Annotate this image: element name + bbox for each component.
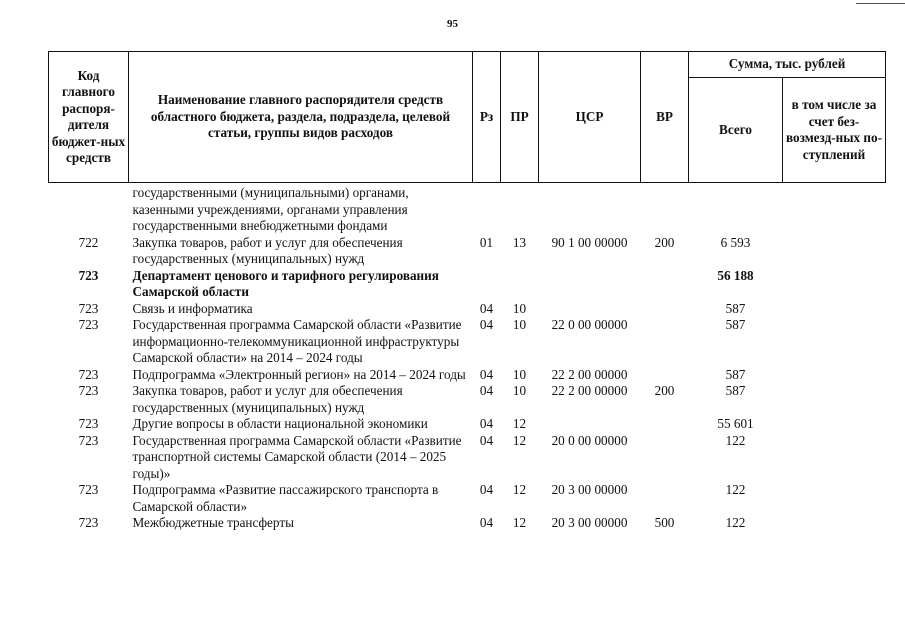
col-header-vr: ВР: [641, 52, 689, 183]
table-row: [49, 268, 886, 301]
row-csr: 22 0 00 00000: [551, 317, 628, 332]
row-name: Закупка товаров, работ и услуг для обеспечения государственных (муниципальных) нужд: [132, 383, 403, 415]
row-total: 587: [725, 383, 746, 398]
row-total: 587: [725, 366, 746, 382]
row-rz: 04: [479, 366, 494, 382]
col-header-name: Наименование главного распорядителя средств областного бюджета, раздела, подраздела, целевой статьи, группы видов расходов: [129, 52, 473, 183]
row-vr: [641, 367, 689, 384]
row-code: 723: [78, 383, 99, 398]
row-pr: [501, 268, 539, 301]
row-code: [49, 183, 129, 235]
row-name: Связь и информатика: [132, 300, 253, 316]
row-incl: [783, 383, 886, 416]
row-total: 56 188: [717, 267, 754, 283]
table-row: [49, 482, 886, 515]
row-name: Закупка товаров, работ и услуг для обеспечения государственных (муниципальных) нужд: [132, 234, 403, 266]
row-rz: 01: [479, 234, 494, 250]
row-vr: [641, 433, 689, 483]
row-csr: 22 2 00 00000: [551, 383, 628, 398]
row-code: 723: [78, 366, 99, 382]
row-pr: 12: [512, 416, 527, 431]
row-code: 723: [78, 317, 99, 332]
table-body: [49, 183, 886, 532]
row-name: Подпрограмма «Электронный регион» на 2014 – 2024 годы: [132, 366, 466, 382]
col-header-code: Код главного распоря-дителя бюджет-ных средств: [49, 52, 129, 183]
table-row: [49, 235, 886, 268]
row-pr: [501, 183, 539, 235]
row-csr: [539, 301, 641, 318]
row-csr: 20 0 00 00000: [551, 432, 628, 448]
col-header-csr: ЦСР: [539, 52, 641, 183]
row-vr: 200: [654, 383, 675, 398]
row-incl: [783, 367, 886, 384]
row-code: 722: [78, 234, 99, 250]
row-vr: 500: [654, 515, 675, 530]
row-total: 6 593: [720, 234, 751, 250]
row-vr: [641, 301, 689, 318]
row-rz: [473, 268, 501, 301]
row-vr: [641, 183, 689, 235]
row-code: 723: [78, 267, 99, 283]
row-vr: [641, 482, 689, 515]
row-name: Государственная программа Самарской области «Развитие транспортной системы Самарской области (2014 – 2025 годы)»: [132, 432, 462, 481]
table-header: [49, 52, 886, 183]
col-header-rz: Рз: [473, 52, 501, 183]
table-row: [49, 383, 886, 416]
row-total: 122: [725, 482, 746, 497]
row-incl: [783, 515, 886, 532]
row-name: Другие вопросы в области национальной экономики: [132, 416, 428, 431]
row-rz: 04: [479, 416, 494, 431]
row-incl: [783, 268, 886, 301]
row-code: 723: [78, 432, 99, 448]
row-total: 55 601: [717, 416, 754, 431]
col-header-sum: Сумма, тыс. рублей: [689, 52, 886, 78]
row-pr: 12: [512, 515, 527, 530]
row-incl: [783, 482, 886, 515]
row-pr: 13: [512, 234, 527, 250]
row-csr: 90 1 00 00000: [551, 234, 628, 250]
row-total: 587: [725, 300, 746, 316]
row-name: Подпрограмма «Развитие пассажирского транспорта в Самарской области»: [132, 482, 439, 514]
table-row: [49, 301, 886, 318]
row-pr: 10: [512, 383, 527, 398]
row-rz: 04: [479, 482, 494, 497]
row-rz: [473, 183, 501, 235]
row-name: Государственная программа Самарской области «Развитие информационно-телекоммуникационной инфраструктуры Самарской области» на 2014 – 2024 годы: [132, 317, 462, 365]
row-pr: 10: [512, 300, 527, 316]
row-name: Межбюджетные трансферты: [132, 515, 294, 530]
row-pr: 10: [512, 366, 527, 382]
row-pr: 12: [512, 482, 527, 497]
row-csr: [539, 416, 641, 433]
table-row: [49, 433, 886, 483]
row-vr: [641, 317, 689, 367]
corner-rule: [856, 3, 905, 4]
col-header-total: Всего: [689, 78, 783, 183]
row-total: 587: [725, 317, 746, 332]
row-csr: 20 3 00 00000: [551, 482, 628, 497]
row-name: государственными (муниципальными) органами, казенными учреждениями, органами управления государственными внебюджетными фондами: [132, 185, 409, 233]
row-rz: 04: [479, 317, 494, 332]
table-row: [49, 183, 886, 235]
row-incl: [783, 317, 886, 367]
row-code: 723: [78, 416, 99, 431]
row-csr: [539, 268, 641, 301]
table-row: [49, 317, 886, 367]
row-incl: [783, 235, 886, 268]
col-header-pr: ПР: [501, 52, 539, 183]
row-code: 723: [78, 300, 99, 316]
row-rz: 04: [479, 383, 494, 398]
table-row: [49, 515, 886, 532]
row-rz: 04: [479, 432, 494, 448]
row-csr: 22 2 00 00000: [551, 366, 628, 382]
row-vr: [641, 416, 689, 433]
table-row: [49, 416, 886, 433]
row-csr: [539, 183, 641, 235]
col-header-incl: в том числе за счет без-возмезд-ных по-ступлений: [783, 78, 886, 183]
row-incl: [783, 433, 886, 483]
row-pr: 12: [512, 432, 527, 448]
row-total: [689, 183, 783, 235]
row-rz: 04: [479, 300, 494, 316]
row-vr: [641, 268, 689, 301]
row-incl: [783, 416, 886, 433]
row-total: 122: [725, 515, 746, 530]
row-incl: [783, 301, 886, 318]
table-row: [49, 367, 886, 384]
row-csr: 20 3 00 00000: [551, 515, 628, 530]
row-total: 122: [725, 432, 746, 448]
row-name: Департамент ценового и тарифного регулирования Самарской области: [132, 267, 439, 299]
row-rz: 04: [479, 515, 494, 530]
row-incl: [783, 183, 886, 235]
row-code: 723: [78, 482, 99, 497]
row-code: 723: [78, 515, 99, 530]
budget-table: [48, 51, 886, 532]
row-pr: 10: [512, 317, 527, 332]
page-number: 95: [447, 18, 458, 30]
row-vr: 200: [654, 234, 675, 250]
